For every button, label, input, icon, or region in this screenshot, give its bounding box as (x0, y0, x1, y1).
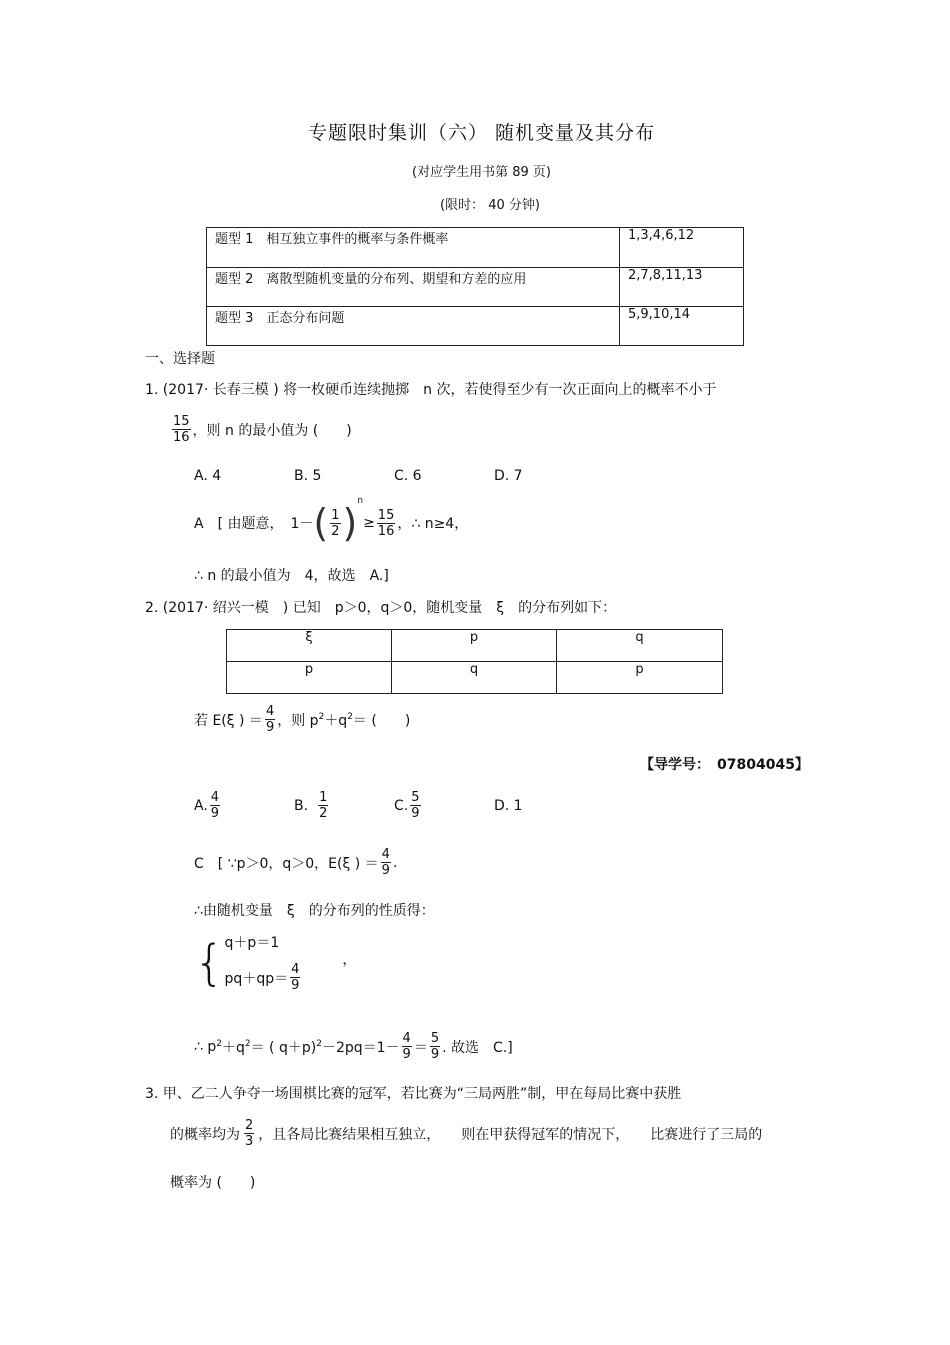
table-cell: q (392, 662, 557, 694)
q2-final-c: ＝ ( q＋p) (250, 1039, 317, 1056)
q2-option-a-letter: A. (194, 797, 208, 814)
topic-items: 5,9,10,14 (620, 307, 744, 346)
q2-cond-prefix: 若 E(ξ ) ＝ (194, 712, 263, 729)
q2-option-c-den: 9 (411, 806, 420, 821)
q2-option-a-frac (210, 790, 220, 821)
q2-system-eq1: q＋p＝1 (224, 935, 280, 951)
q2-cond-suffix-a: ，则 p (277, 712, 319, 729)
q2-final-d: －2pq＝1－ (321, 1039, 400, 1056)
q2-final-sq2: 2 (244, 1038, 251, 1049)
q2-condition (194, 704, 410, 735)
table-cell: q (557, 630, 723, 662)
q1-option-b: B. 5 (294, 468, 322, 484)
q2-system-num: 4 (291, 962, 300, 977)
q2-stem: 2. (2017· 绍兴一模 ) 已知 p＞0，q＞0，随机变量 ξ 的分布列如下： (145, 600, 617, 616)
q1-ans-frac-num: 15 (377, 507, 395, 523)
topic-label: 题型 3 正态分布问题 (207, 307, 620, 346)
q2-final-b: ＋q (221, 1039, 245, 1056)
q1-answer-prefix: A [ 由题意， 1－ (194, 516, 314, 532)
q3-fraction (244, 1118, 254, 1149)
q2-system-eq2 (225, 962, 303, 993)
page-title: 专题限时集训（六） 随机变量及其分布 (308, 122, 656, 144)
q2-answer-line1 (194, 847, 397, 878)
topic-table (206, 227, 744, 346)
page-subtitle: (对应学生用书第 89 页) (412, 165, 551, 180)
q2-ans1-num: 4 (381, 847, 390, 862)
q1-half-num: 1 (331, 507, 340, 523)
topic-label: 题型 1 相互独立事件的概率与条件概率 (207, 228, 620, 268)
table-row (227, 630, 723, 662)
right-paren-icon: ) (342, 501, 358, 545)
q1-half (330, 508, 340, 539)
q3-frac-den: 3 (245, 1134, 254, 1149)
q2-option-b-num: 1 (319, 790, 328, 805)
q1-ans-frac-den: 16 (377, 523, 395, 539)
q2-ans1-prefix: C [ ∵p＞0，q＞0，E(ξ ) ＝ (194, 855, 379, 872)
table-cell: p (557, 662, 723, 694)
left-paren-icon: ( (313, 501, 329, 545)
q1-answer-fraction (377, 508, 396, 539)
q2-cond-suffix-c: ＝ ( ) (352, 712, 411, 729)
q1-fraction (172, 414, 191, 445)
q3-line2-prefix: 的概率均为 (170, 1126, 240, 1143)
left-brace-icon: { (194, 934, 225, 991)
q1-answer-suffix: ，∴ n≥4， (397, 516, 469, 532)
q2-option-c-frac (410, 790, 420, 821)
q2-option-d: D. 1 (494, 797, 523, 814)
q2-option-b-den: 2 (319, 806, 328, 821)
topic-row (207, 228, 744, 268)
section-heading: 一、选择题 (145, 351, 215, 367)
q1-frac-num: 15 (173, 414, 190, 429)
topic-label: 题型 2 离散型随机变量的分布列、期望和方差的应用 (207, 268, 620, 307)
q3-line1: 3. 甲、乙二人争夺一场围棋比赛的冠军，若比赛为“三局两胜”制，甲在每局比赛中获胜 (145, 1086, 682, 1102)
q3-line2 (170, 1118, 762, 1149)
q1-option-a: A. 4 (194, 468, 222, 484)
q2-option-a (194, 790, 294, 821)
q1-half-den: 2 (331, 523, 340, 539)
q2-option-a-num: 4 (210, 790, 220, 805)
q1-exponent: n (357, 496, 364, 506)
topic-row (207, 268, 744, 307)
q2-option-b-frac (318, 790, 328, 821)
q2-final-sq1: 2 (216, 1038, 222, 1049)
q2-options (194, 790, 554, 821)
topic-items: 1,3,4,6,12 (620, 228, 744, 268)
q2-system-equations (225, 932, 303, 993)
q2-final-eq: ＝ (413, 1039, 428, 1056)
q2-option-b (294, 790, 394, 821)
q2-final-end: . 故选 C.] (442, 1039, 513, 1056)
q1-frac-den: 16 (173, 430, 190, 445)
q2-option-c-letter: C. (394, 797, 409, 814)
q1-options (194, 468, 554, 484)
q1-stem2: ，则 n 的最小值为 ( ) (192, 422, 352, 439)
q2-final-d1: 9 (402, 1047, 411, 1062)
q2-system-comma: ， (342, 951, 357, 968)
q2-system (194, 932, 356, 993)
q2-option-c-num: 5 (411, 790, 420, 805)
q2-final-d2: 9 (430, 1047, 440, 1062)
q2-option-a-den: 9 (210, 806, 220, 821)
q2-option-b-letter: B. (294, 797, 309, 814)
q2-answer-line2: ∴由随机变量 ξ 的分布列的性质得： (194, 903, 435, 919)
table-row (227, 662, 723, 694)
q2-final-n2: 5 (430, 1031, 440, 1046)
q2-system-eq2-frac (290, 962, 300, 993)
q3-frac-num: 2 (245, 1118, 254, 1133)
q2-ans1-den: 9 (381, 863, 390, 878)
q2-option-c (394, 790, 494, 821)
topic-items: 2,7,8,11,13 (620, 268, 744, 307)
q1-answer (194, 496, 469, 545)
table-cell: p (392, 630, 557, 662)
q2-final-frac1 (402, 1031, 412, 1062)
q2-cond-suffix-b: ＋q (324, 712, 348, 729)
q2-system-den: 9 (291, 978, 300, 993)
q2-final-a: ∴ p (194, 1038, 217, 1055)
q2-ans1-frac (381, 847, 391, 878)
q1-answer-line2: ∴ n 的最小值为 4，故选 A.] (194, 568, 389, 584)
time-limit: (限时： 40 分钟) (440, 198, 540, 213)
q2-cond-sq2: 2 (347, 711, 353, 722)
q2-final-n1: 4 (402, 1031, 411, 1046)
q2-distribution-table (226, 629, 723, 694)
q2-final-frac2 (430, 1031, 440, 1062)
q2-system-eq2-prefix: pq＋qp＝ (224, 970, 289, 987)
q2-cond-den: 9 (265, 720, 275, 735)
q2-cond-fraction (265, 704, 275, 735)
q1-option-d: D. 7 (494, 468, 523, 484)
q3-line2-suffix: ，且各局比赛结果相互独立， 则在甲获得冠军的情况下， 比赛进行了三局的 (258, 1126, 763, 1143)
q2-final (194, 1031, 513, 1062)
q2-ans1-suffix: . (392, 854, 398, 871)
table-cell: p (227, 662, 392, 694)
q2-final-sq3: 2 (316, 1038, 322, 1049)
q1-stem: 1. (2017· 长春三模 ) 将一枚硬币连续抛掷 n 次，若使得至少有一次正面向上的概率不小于 (145, 382, 717, 398)
q2-cond-sq1: 2 (318, 711, 325, 722)
q1-stem-cont (170, 414, 352, 445)
topic-row (207, 307, 744, 346)
q1-answer-geq: ≥ (363, 515, 375, 531)
q3-line3: 概率为 ( ) (170, 1175, 256, 1191)
table-cell: ξ (227, 630, 392, 662)
q2-cond-num: 4 (265, 704, 275, 719)
q1-option-c: C. 6 (394, 468, 422, 484)
guide-number: 【导学号： 07804045】 (640, 757, 809, 773)
